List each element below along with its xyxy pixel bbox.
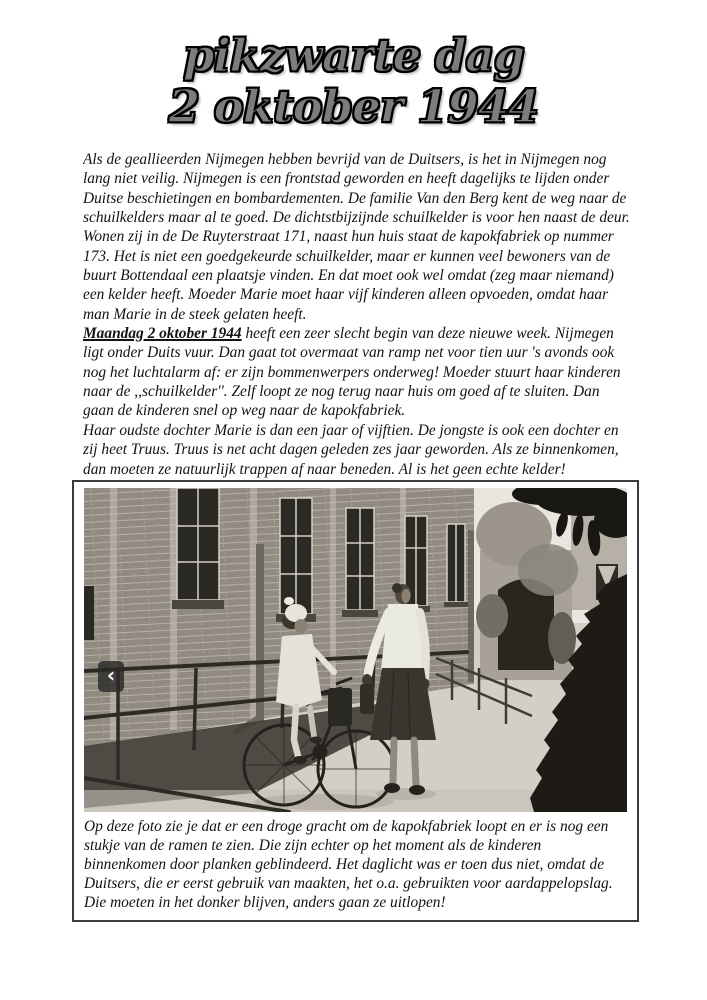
chevron-left-icon: ‹: [106, 662, 116, 687]
paragraph-2-text: heeft een zeer slecht begin van deze nieuwe week. Nijmegen ligt onder Duits vuur. Dan gaat tot overmaat van ramp net voor tien uur 's avonds ook nog het luchtalarm af: er zijn bommenwerpers onderweg! Moeder stuurt haar kinderen naar de ,,schuilkelder''. Zelf loopt ze nog terug naar huis om goed af te sluiten. Dan gaan de kinderen snel op weg naar de kapokfabriek.: [83, 325, 621, 420]
paragraph-2-bold-lead: Maandag 2 oktober 1944: [83, 325, 242, 343]
page-title: [0, 30, 707, 133]
figure-caption: Op deze foto zie je dat er een droge gracht om de kapokfabriek loopt en er is nog een stukje van de ramen te zien. Die zijn echter op het moment als de kinderen binnenkomen door planken geblindeerd. Het daglicht was er toen dus niet, omdat de Duitsers, die er eerst gebruik van maakten, het o.a. gebruikten voor aardappelopslag. Die moeten in het donker blijven, anders gaan ze uitlopen!: [84, 818, 613, 911]
page-title-line1: pikzwarte dag: [182, 29, 525, 82]
article-body: [83, 150, 632, 480]
photo-frame: [84, 488, 627, 812]
article-paragraph-2: [83, 324, 632, 421]
page-title-line2: 2 oktober 1944: [168, 80, 539, 134]
figure-box: [72, 480, 639, 922]
street-photo: [84, 488, 627, 812]
article-paragraph-3: Haar oudste dochter Marie is dan een jaar of vijftien. De jongste is ook een dochter en zij heet Truus. Truus is net acht dagen geleden zes jaar geworden. Als ze binnenkomen, dan moeten ze natuurlijk trappen af naar beneden. Al is het geen echte kelder!: [83, 421, 619, 478]
article-paragraph-1: Als de geallieerden Nijmegen hebben bevrijd van de Duitsers, is het in Nijmegen nog lang niet veilig. Nijmegen is een frontstad geworden en heeft dagelijks te lijden onder Duitse beschietingen en bombardementen. De familie Van den Berg kent de weg naar de schuilkelders maar al te goed. De dichtstbijzijnde schuilkelder is voor hen naast de deur. Wonen zij in de De Ruyterstraat 171, naast hun huis staat de kapokfabriek op nummer 173. Het is niet een goedgekeurde schuilkelder, maar er kunnen veel bewoners van de buurt Bottendaal een plaatsje vinden. En dat moet ook wel omdat (zeg maar niemand) een kelder heeft. Moeder Marie moet haar vijf kinderen alleen opvoeden, omdat haar man Marie in de steek gelaten heeft.: [83, 151, 630, 323]
photo-prev-button[interactable]: [98, 661, 124, 692]
